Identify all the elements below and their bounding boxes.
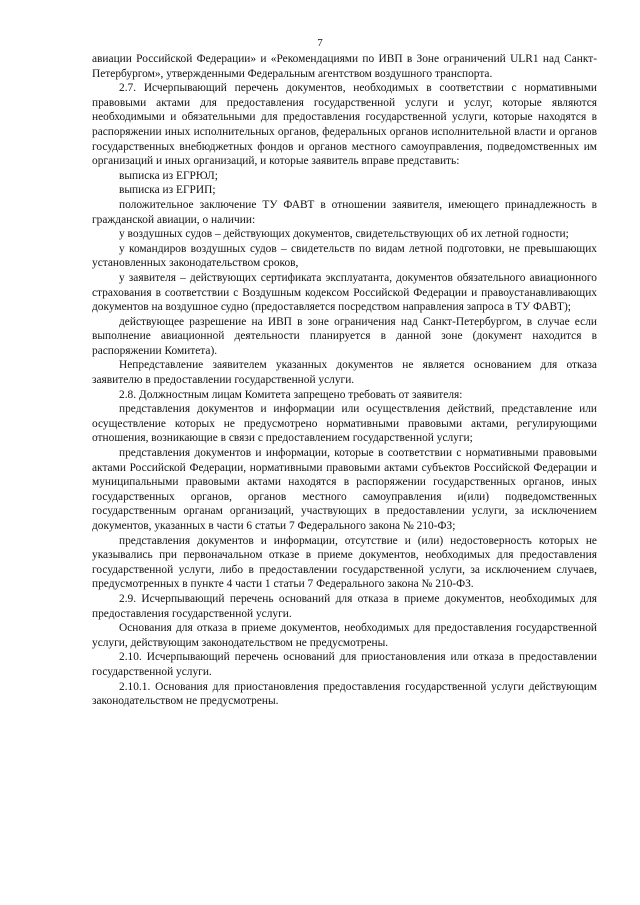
list-item-prohibited-1: представления документов и информации или осуществления действий, представление или осуществление которых не предусмотрено нормативными правовыми актами, регулирующими отношения, возникающие в связи с предоставлением государственной услуги; <box>92 403 597 445</box>
paragraph-2-8: 2.8. Должностным лицам Комитета запрещено требовать от заявителя: <box>119 388 463 401</box>
paragraph-2-10-1: 2.10.1. Основания для приостановления предоставления государственной услуги действующим законодательством не предусмотрены. <box>92 680 597 708</box>
paragraph-refusal-grounds: Основания для отказа в приеме документов, необходимых для предоставления государственной услуги, действующим законодательством не предусмотрены. <box>92 622 597 649</box>
paragraph-2-9: 2.9. Исчерпывающий перечень оснований для отказа в приеме документов, необходимых для предоставления государственной услуги. <box>92 592 597 620</box>
list-item-egrul: выписка из ЕГРЮЛ; <box>119 169 218 182</box>
list-item-ivp-permit: действующее разрешение на ИВП в зоне ограничения над Санкт-Петербургом, в случае если выполнение авиационной деятельности планируется в данной зоне (документ находится в распоряжении Комитета). <box>92 315 597 357</box>
page-number: 7 <box>317 37 323 49</box>
paragraph-continuation: авиации Российской Федерации» и «Рекомендациями по ИВП в Зоне ограничений ULR1 над Санкт-Петербургом», утвержденными Федеральным агентством воздушного транспорта. <box>92 53 597 80</box>
list-item-aircraft-airworthiness: у воздушных судов – действующих документов, свидетельствующих об их летной годности; <box>119 228 569 241</box>
list-item-operator-certificate: у заявителя – действующих сертификата эксплуатанта, документов обязательного авиационного страхования в соответствии с Воздушным кодексом Российской Федерации и правоустанавливающих документов на воздушное судно (предоставляется посредством направления запроса в ТУ ФАВТ); <box>92 271 597 314</box>
list-item-prohibited-3: представления документов и информации, отсутствие и (или) недостоверность которых не указывались при первоначальном отказе в приеме документов, необходимых для предоставления государственной услуги, либо в предоставлении государственной услуги, за исключением случаев, предусмотренных в пункте 4 части 1 статьи 7 Федерального закона № 210-ФЗ. <box>92 534 597 591</box>
list-item-favt-conclusion: положительное заключение ТУ ФАВТ в отношении заявителя, имеющего принадлежность в гражданской авиации, о наличии: <box>92 198 597 226</box>
list-item-egrip: выписка из ЕГРИП; <box>119 184 216 197</box>
list-item-commander-certificates: у командиров воздушных судов – свидетельств по видам летной подготовки, не превышающих установленных законодательством сроков, <box>92 242 597 270</box>
paragraph-2-7: 2.7. Исчерпывающий перечень документов, необходимых в соответствии с нормативными правовыми актами для предоставления государственной услуги и услуг, которые являются необходимыми и обязательными для предоставления государственной услуги, которые находятся в распоряжении иных исполнительных органов, федеральных органов исполнительной власти и органов государственных внебюджетных фондов и органов местного самоуправления, подведомственных им организаций и иных организаций, и которые заявитель вправе представить: <box>92 82 597 168</box>
paragraph-2-10: 2.10. Исчерпывающий перечень оснований для приостановления или отказа в предоставлении государственной услуги. <box>92 651 597 678</box>
document-body <box>92 52 597 709</box>
paragraph-non-submission: Непредставление заявителем указанных документов не является основанием для отказа заявителю в предоставлении государственной услуги. <box>92 359 597 387</box>
list-item-prohibited-2: представления документов и информации, которые в соответствии с нормативными правовыми актами Российской Федерации, нормативными правовыми актами субъектов Российской Федерации и муниципальными правовыми актами находятся в распоряжении государственных органов, иных государственных органов, органов местного самоуправления и(или) подведомственных государственным органам организаций, участвующих в предоставлении услуги, за исключением документов, указанных в части 6 статьи 7 Федерального закона № 210-ФЗ; <box>92 447 597 532</box>
